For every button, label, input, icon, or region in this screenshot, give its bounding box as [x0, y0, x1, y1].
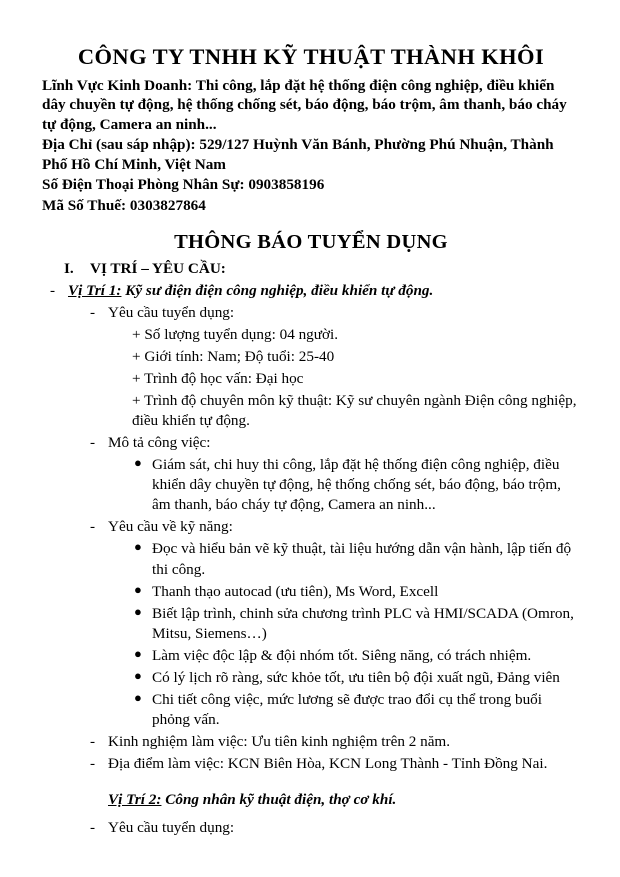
phone-label: Số Điện Thoại Phòng Nhân Sự:	[42, 176, 245, 194]
requirement-heading-text: Yêu cầu tuyển dụng:	[108, 819, 235, 837]
skill-text: Thanh thạo autocad (ưu tiên), Ms Word, Excell	[152, 582, 439, 600]
skill-text: Đọc và hiểu bản vẽ kỹ thuật, tài liệu hướng dẫn vận hành, lập tiến độ thi công.	[152, 540, 572, 578]
skill-item	[42, 539, 580, 579]
requirement-text: + Trình độ chuyên môn kỹ thuật: Kỹ sư chuyên ngành Điện công nghiệp, điều khiển tự động.	[132, 392, 577, 430]
requirement-item	[42, 391, 580, 431]
location-line	[42, 754, 580, 774]
section-1-title: VỊ TRÍ – YÊU CẦU:	[90, 260, 226, 278]
dash-marker: -	[50, 282, 56, 300]
experience-text: Kinh nghiệm làm việc: Ưu tiên kinh nghiệm trên 2 năm.	[108, 733, 451, 751]
position-2-name: Công nhân kỹ thuật điện, thợ cơ khí.	[161, 791, 397, 809]
position-2-label: Vị Trí 2:	[108, 791, 162, 809]
address-line	[42, 135, 580, 174]
bullet-icon: ●	[134, 455, 142, 471]
company-info-block	[42, 76, 580, 215]
position-1-name: Kỹ sư điện điện công nghiệp, điều khiển tự động.	[121, 282, 434, 300]
dash-marker: -	[90, 755, 96, 773]
tax-label: Mã Số Thuế:	[42, 196, 127, 214]
job-description-heading-text: Mô tả công việc:	[108, 434, 211, 452]
position-1-requirement-heading	[42, 303, 580, 323]
bullet-icon: ●	[134, 689, 142, 705]
skill-text: Có lý lịch rõ ràng, sức khỏe tốt, ưu tiên bộ đội xuất ngũ, Đảng viên	[152, 668, 560, 686]
skills-heading	[42, 517, 580, 537]
position-1-label: Vị Trí 1:	[68, 282, 122, 300]
skill-item	[42, 604, 580, 644]
bullet-icon: ●	[134, 645, 142, 661]
requirement-item	[42, 347, 580, 367]
address-value: 529/127 Huỳnh Văn Bánh, Phường Phú Nhuận, Thành Phố Hồ Chí Minh, Việt Nam	[42, 136, 554, 173]
dash-marker: -	[90, 303, 96, 321]
tax-value: 0303827864	[126, 196, 206, 214]
section-1-heading	[42, 260, 580, 278]
business-field-line	[42, 76, 580, 134]
dash-marker: -	[90, 434, 96, 452]
skill-text: Biết lập trình, chinh sửa chương trình PLC và HMI/SCADA (Omron, Mitsu, Siemens…)	[152, 604, 574, 642]
section-1-number: I.	[64, 260, 74, 278]
notice-title: THÔNG BÁO TUYỂN DỤNG	[174, 231, 448, 254]
section-spacer	[42, 776, 580, 790]
requirement-heading-text: Yêu cầu tuyển dụng:	[108, 303, 235, 321]
skill-item	[42, 668, 580, 688]
phone-value: 0903858196	[244, 176, 325, 194]
bullet-icon: ●	[134, 581, 142, 597]
experience-line	[42, 732, 580, 752]
position-2-requirement-heading	[42, 818, 580, 838]
location-text: Địa điểm làm việc: KCN Biên Hòa, KCN Long Thành - Tỉnh Đồng Nai.	[108, 755, 548, 773]
company-title: CÔNG TY TNHH KỸ THUẬT THÀNH KHÔI	[77, 44, 545, 69]
business-field-label: Lĩnh Vực Kinh Doanh:	[42, 76, 193, 94]
skill-item	[42, 646, 580, 666]
job-description-text: Giám sát, chi huy thi công, lắp đặt hệ thống điện công nghiệp, điều khiển dây chuyền tự động, hệ thống chống sét, báo động, báo trộm, âm thanh, báo cháy tự động, Camera an ninh...	[152, 456, 561, 514]
requirement-text: + Giới tính: Nam; Độ tuổi: 25-40	[132, 347, 335, 365]
job-description-heading	[42, 433, 580, 453]
requirement-item	[42, 369, 580, 389]
bullet-icon: ●	[134, 667, 142, 683]
requirement-item	[42, 325, 580, 345]
skill-item	[42, 582, 580, 602]
requirement-text: + Số lượng tuyển dụng: 04 người.	[132, 325, 339, 343]
skill-item	[42, 690, 580, 730]
skill-text: Làm việc độc lập & đội nhóm tốt. Siêng năng, có trách nhiệm.	[152, 646, 532, 664]
dash-marker: -	[90, 819, 96, 837]
address-label: Địa Chỉ (sau sáp nhập):	[42, 136, 196, 154]
bullet-icon: ●	[134, 603, 142, 619]
position-2-heading	[42, 790, 580, 810]
requirement-text: + Trình độ học vấn: Đại học	[132, 369, 304, 387]
position-1-heading	[42, 281, 580, 301]
business-field-value: Thi công, lắp đặt hệ thống điện công nghiệp, điều khiển dây chuyền tự động, hệ thống chống sét, báo động, báo trộm, âm thanh, báo cháy tự động, Camera an ninh...	[42, 76, 567, 133]
dash-marker: -	[90, 733, 96, 751]
skills-heading-text: Yêu cầu về kỹ năng:	[108, 518, 233, 536]
tax-line	[42, 196, 580, 215]
job-description-item	[42, 455, 580, 515]
phone-line	[42, 175, 580, 194]
skill-text: Chi tiết công việc, mức lương sẽ được trao đổi cụ thể trong buổi phỏng vấn.	[152, 690, 542, 728]
bullet-icon: ●	[134, 539, 142, 555]
dash-marker: -	[90, 518, 96, 536]
